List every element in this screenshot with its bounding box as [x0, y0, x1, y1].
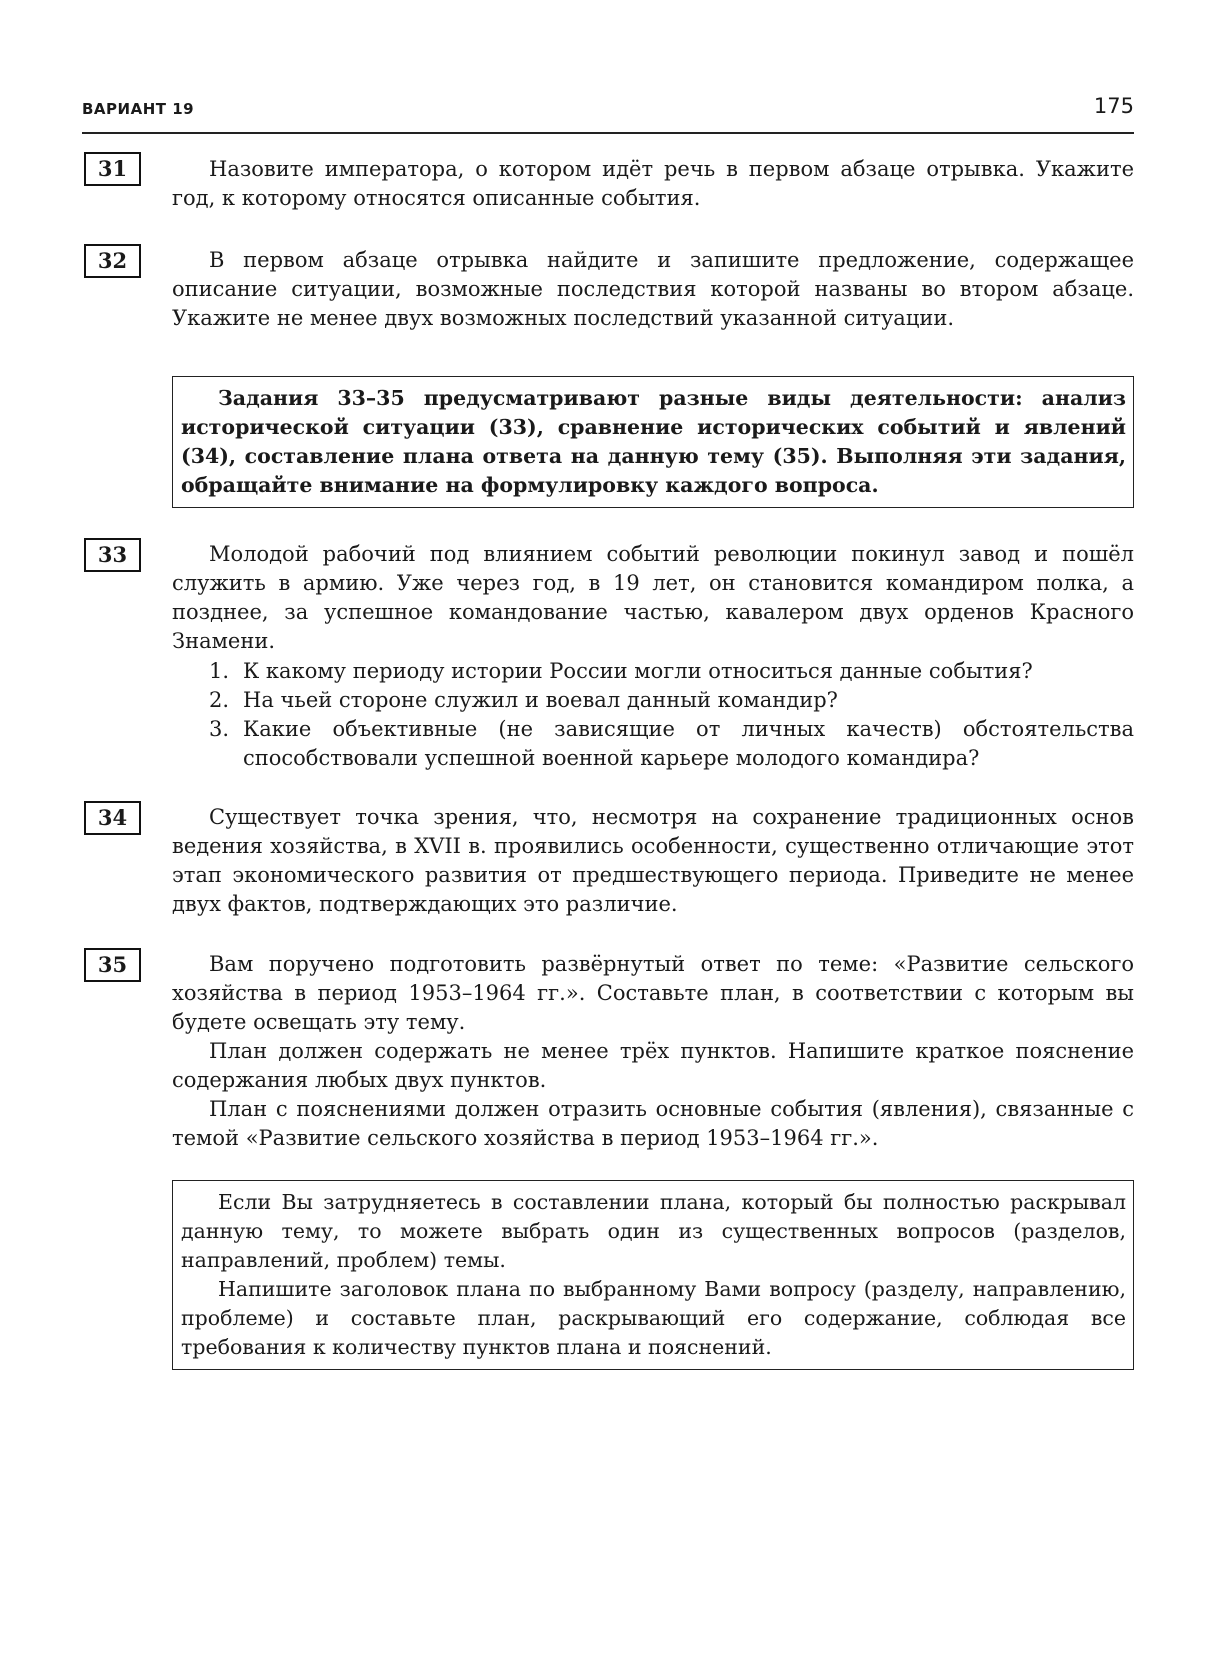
instruction-text: Задания 33–35 предусматривают разные виды деятельности: анализ исторической ситуации (33), сравнение исторических событий и явлений (34), составление плана ответа на данную тему (35). Выполняя эти задания, обращайте внимание на формулировку каждого вопроса.: [181, 386, 1126, 497]
task-32-text: [172, 246, 1134, 333]
task-31-paragraph: Назовите императора, о котором идёт речь в первом абзаце отрывка. Укажите год, к которому относятся описанные события.: [172, 157, 1134, 210]
hint-paragraph: Если Вы затрудняетесь в составлении плана, который бы полностью раскрывал данную тему, то можете выбрать один из существенных вопросов (разделов, направлений, проблем) темы.: [181, 1190, 1126, 1272]
task-number-33: 33: [84, 538, 141, 572]
task-35-paragraph: План должен содержать не менее трёх пунктов. Напишите краткое пояснение содержания любых двух пунктов.: [172, 1039, 1134, 1092]
task-31-text: [172, 155, 1134, 213]
hint-paragraph: Напишите заголовок плана по выбранному Вами вопросу (разделу, направлению, проблеме) и составьте план, раскрывающий его содержание, соблюдая все требования к количеству пунктов плана и пояснений.: [181, 1277, 1126, 1359]
list-item: [172, 715, 1134, 773]
list-item-text: На чьей стороне служил и воевал данный командир?: [243, 688, 838, 712]
task-number-34: 34: [84, 801, 141, 835]
list-item-text: К какому периоду истории России могли относиться данные события?: [243, 659, 1033, 683]
task-number-35: 35: [84, 948, 141, 982]
task-34-paragraph: Существует точка зрения, что, несмотря на сохранение традиционных основ ведения хозяйства, в XVII в. проявились особенности, существенно отличающие этот этап экономического развития от предшествующего периода. Приведите не менее двух фактов, подтверждающих это различие.: [172, 805, 1134, 916]
task-number-32: 32: [84, 244, 141, 278]
list-item: [172, 686, 1134, 715]
hint-box: [172, 1180, 1134, 1370]
task-35-paragraph: Вам поручено подготовить развёрнутый ответ по теме: «Развитие сельского хозяйства в период 1953–1964 гг.». Составьте план, в соответствии с которым вы будете освещать эту тему.: [172, 952, 1134, 1034]
task-33-text: [172, 540, 1134, 773]
task-number-31: 31: [84, 152, 141, 186]
variant-label: ВАРИАНТ 19: [82, 100, 195, 118]
task-35-paragraph: План с пояснениями должен отразить основные события (явления), связанные с темой «Развитие сельского хозяйства в период 1953–1964 гг.».: [172, 1097, 1134, 1150]
instruction-box: [172, 376, 1134, 508]
list-item: [172, 657, 1134, 686]
task-33-questions: [172, 657, 1134, 773]
task-35-text: [172, 950, 1134, 1153]
list-item-number: 2.: [209, 688, 230, 712]
task-32-paragraph: В первом абзаце отрывка найдите и запишите предложение, содержащее описание ситуации, возможные последствия которой названы во втором абзаце. Укажите не менее двух возможных последствий указанной ситуации.: [172, 248, 1134, 330]
task-33-paragraph: Молодой рабочий под влиянием событий революции покинул завод и пошёл служить в армию. Уже через год, в 19 лет, он становится командиром полка, а позднее, за успешное командование частью, кавалером двух орденов Красного Знамени.: [172, 542, 1134, 653]
list-item-text: Какие объективные (не зависящие от личных качеств) обстоятельства способствовали успешной военной карьере молодого командира?: [243, 717, 1134, 770]
page-header: [82, 92, 1134, 134]
page-number: 175: [1093, 94, 1134, 118]
task-34-text: [172, 803, 1134, 919]
list-item-number: 1.: [209, 659, 230, 683]
list-item-number: 3.: [209, 717, 230, 741]
